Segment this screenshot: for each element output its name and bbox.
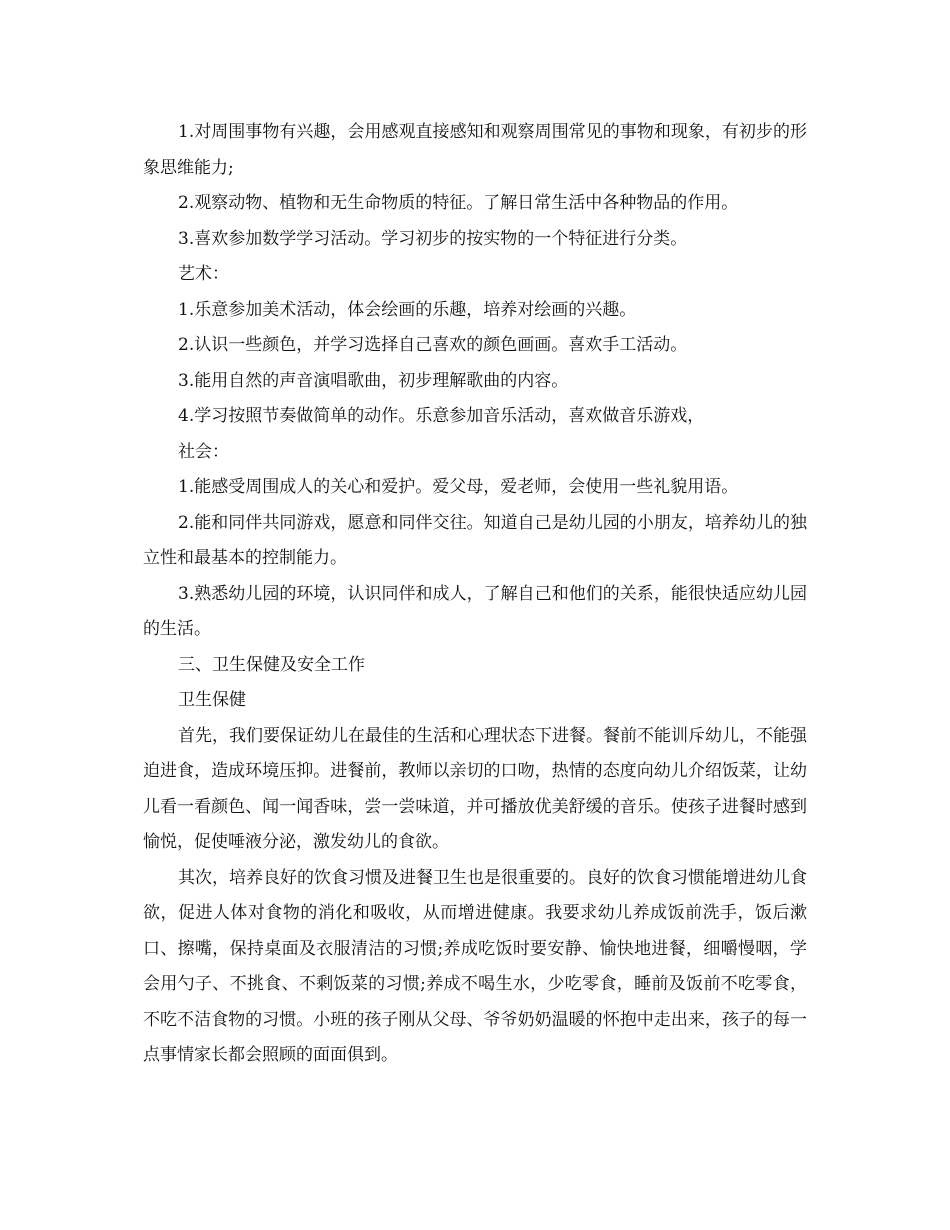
document-body xyxy=(143,115,807,1074)
paragraph-art-1: 1.乐意参加美术活动，体会绘画的乐趣，培养对绘画的兴趣。 xyxy=(178,299,637,320)
paragraph-art-3: 3.能用自然的声音演唱歌曲，初步理解歌曲的内容。 xyxy=(178,370,569,391)
section-heading-society: 社会： xyxy=(178,441,229,462)
paragraph-art-4: 4.学习按照节奏做简单的动作。乐意参加音乐活动，喜欢做音乐游戏， xyxy=(178,406,705,426)
section-heading-art: 艺术： xyxy=(178,264,229,284)
subheading-health-care: 卫生保健 xyxy=(178,690,246,710)
paragraph-society-2: 2.能和同伴共同游戏，愿意和同伴交往。知道自己是幼儿园的小朋友，培养幼儿的独立性和最基本的控制能力。 xyxy=(143,512,807,568)
paragraph-cognition-1: 1.对周围事物有兴趣，会用感观直接感知和观察周围常见的事物和现象，有初步的形象思维能力; xyxy=(143,122,807,178)
paragraph-second: 其次，培养良好的饮食习惯及进餐卫生也是很重要的。良好的饮食习惯能增进幼儿食欲，促进人体对食物的消化和吸收，从而增进健康。我要求幼儿养成饭前洗手，饭后漱口、擦嘴，保持桌面及衣服清洁的习惯;养成吃饭时要安静、愉快地进餐，细嚼慢咽，学会用勺子、不挑食、不剩饭菜的习惯;养成不喝生水，少吃零食，睡前及饭前不吃零食，不吃不洁食物的习惯。小班的孩子刚从父母、爷爷奶奶温暖的怀抱中走出来，孩子的每一点事情家长都会照顾的面面俱到。 xyxy=(143,867,807,1065)
paragraph-society-3: 3.熟悉幼儿园的环境，认识同伴和成人，了解自己和他们的关系，能很快适应幼儿园的生活。 xyxy=(143,583,807,639)
section-heading-health-safety: 三、卫生保健及安全工作 xyxy=(178,654,365,675)
paragraph-cognition-2: 2.观察动物、植物和无生命物质的特征。了解日常生活中各种物品的作用。 xyxy=(178,193,739,213)
paragraph-art-2: 2.认识一些颜色，并学习选择自己喜欢的颜色画画。喜欢手工活动。 xyxy=(178,335,688,355)
paragraph-cognition-3: 3.喜欢参加数学学习活动。学习初步的按实物的一个特征进行分类。 xyxy=(178,228,688,249)
paragraph-society-1: 1.能感受周围成人的关心和爱护。爱父母，爱老师，会使用一些礼貌用语。 xyxy=(178,477,739,497)
paragraph-first: 首先，我们要保证幼儿在最佳的生活和心理状态下进餐。餐前不能训斥幼儿，不能强迫进食，造成环境压抑。进餐前，教师以亲切的口吻，热情的态度向幼儿介绍饭菜，让幼儿看一看颜色、闻一闻香味，尝一尝味道，并可播放优美舒缓的音乐。使孩子进餐时感到愉悦，促使唾液分泌，激发幼儿的食欲。 xyxy=(143,725,807,852)
